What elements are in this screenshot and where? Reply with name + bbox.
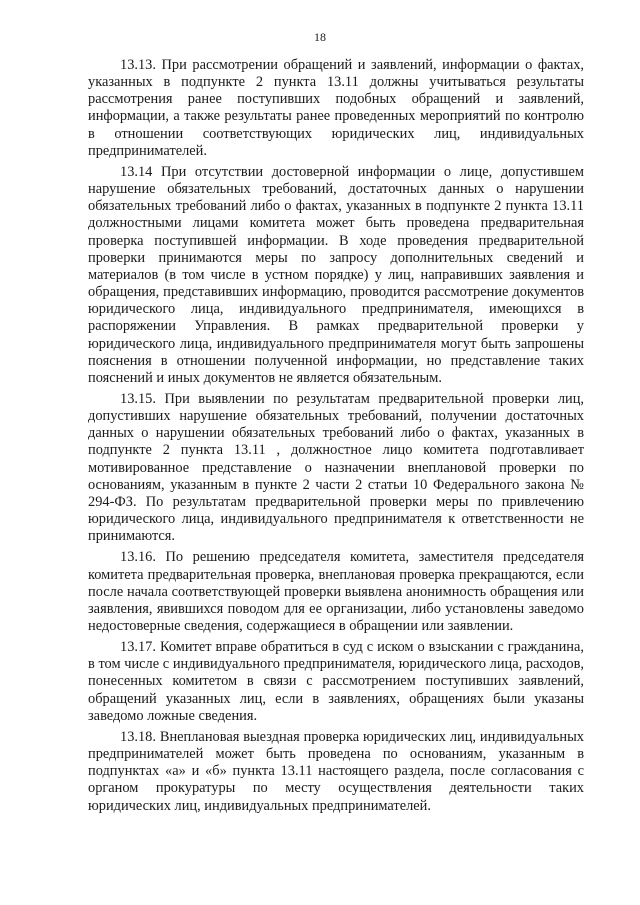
paragraph-13-16: 13.16. По решению председателя комитета, заместителя председателя комитета предварительная проверка, внеплановая проверка прекращаются, если после начала соответствующей проверки выявлена анонимность обращения или заявления, явившихся поводом для ее организации, либо установлены заведомо недостоверные сведения, содержащиеся в обращении или заявлении. bbox=[88, 549, 584, 634]
document-body bbox=[88, 57, 584, 819]
paragraph-13-15: 13.15. При выявлении по результатам предварительной проверки лиц, допустивших нарушение обязательных требований, получении достаточных данных о нарушении обязательных требований либо о фактах, указанных в подпункте 2 пункта 13.11 , должностное лицо комитета подготавливает мотивированное представление о назначении внеплановой проверки по основаниям, указанным в пункте 2 части 2 статьи 10 Федерального закона № 294-ФЗ. По результатам предварительной проверки меры по привлечению юридического лица, индивидуального предпринимателя к ответственности не принимаются. bbox=[88, 390, 584, 545]
paragraph-13-18: 13.18. Внеплановая выездная проверка юридических лиц, индивидуальных предпринимателей может быть проведена по основаниям, указанным в подпунктах «а» и «б» пункта 13.11 настоящего раздела, после согласования с органом прокуратуры по месту осуществления деятельности таких юридических лиц, индивидуальных предпринимателей. bbox=[88, 728, 584, 814]
page-number: 18 bbox=[314, 30, 326, 44]
paragraph-13-14: 13.14 При отсутствии достоверной информации о лице, допустившем нарушение обязательных требований, достаточных данных о нарушении обязательных требований либо о фактах, указанных в подпункте 2 пункта 13.11 должностными лицами комитета может быть проведена предварительная проверка поступившей информации. В ходе проведения предварительной проверки принимаются меры по запросу дополнительных сведений и материалов (в том числе в устном порядке) у лиц, направивших заявления и обращения, представивших информацию, проводится рассмотрение документов юридического лица, индивидуального предпринимателя, имеющихся в распоряжении Управления. В рамках предварительной проверки у юридического лица, индивидуального предпринимателя могут быть запрошены пояснения в отношении полученной информации, но представление таких пояснений и иных документов не является обязательным. bbox=[88, 163, 584, 386]
paragraph-13-17: 13.17. Комитет вправе обратиться в суд с иском о взыскании с гражданина, в том числе с индивидуального предпринимателя, юридического лица, расходов, понесенных комитетом в связи с рассмотрением поступивших заявлений, обращений указанных лиц, если в заявлениях, обращениях были указаны заведомо ложные сведения. bbox=[88, 639, 584, 724]
paragraph-13-13: 13.13. При рассмотрении обращений и заявлений, информации о фактах, указанных в подпункте 2 пункта 13.11 должны учитываться результаты рассмотрения ранее поступивших подобных обращений и заявлений, информации, а также результаты ранее проведенных мероприятий по контролю в отношении соответствующих юридических лиц, индивидуальных предпринимателей. bbox=[88, 57, 584, 159]
